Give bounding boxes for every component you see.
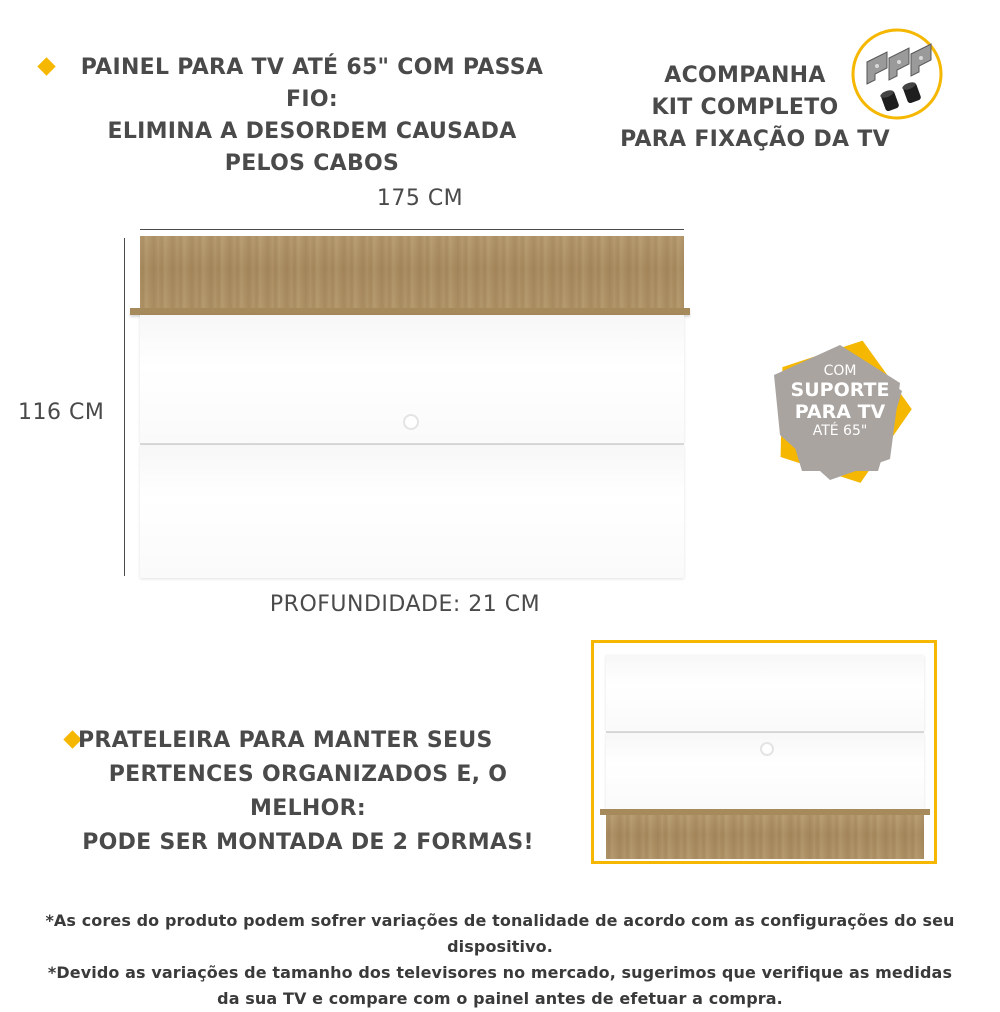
top-feature-line-1: PAINEL PARA TV ATÉ 65" COM PASSA FIO: xyxy=(80,55,544,112)
panel-white-lower xyxy=(140,445,684,578)
shelf-feature-heading xyxy=(48,724,568,860)
depth-dimension-label: PROFUNDIDADE: 21 CM xyxy=(269,592,541,617)
panel-wood-top xyxy=(140,236,684,308)
tv-support-badge xyxy=(760,335,920,485)
shelf-feature-line-1: PRATELEIRA PARA MANTER SEUS xyxy=(78,728,493,753)
width-dimension-line xyxy=(140,229,684,230)
top-feature-line-3: PELOS CABOS xyxy=(224,151,400,176)
top-feature-line-2: ELIMINA A DESORDEM CAUSADA xyxy=(107,119,517,144)
badge-line-4: ATÉ 65" xyxy=(812,423,868,439)
bullet-diamond-icon xyxy=(37,57,55,75)
panel-shelf xyxy=(130,308,690,315)
mounting-kit-icon xyxy=(845,28,955,128)
alt-panel-white-upper xyxy=(606,655,924,731)
footnotes xyxy=(20,908,980,1012)
shelf-feature-line-3: PODE SER MONTADA DE 2 FORMAS! xyxy=(82,830,534,855)
cable-hole-icon xyxy=(403,414,419,430)
top-feature-heading xyxy=(62,52,562,180)
badge-line-3: PARA TV xyxy=(794,401,886,423)
kit-feature-line-3: PARA FIXAÇÃO DA TV xyxy=(620,127,890,152)
alt-panel-wood-bottom xyxy=(606,815,924,859)
kit-feature-line-2: KIT COMPLETO xyxy=(651,95,839,120)
height-dimension-label: 116 CM xyxy=(18,400,105,425)
shelf-feature-line-2: PERTENCES ORGANIZADOS E, O MELHOR: xyxy=(108,762,508,821)
width-dimension-label: 175 CM xyxy=(376,186,464,211)
badge-line-2: SUPORTE xyxy=(790,379,890,401)
footnote-line-1: *As cores do produto podem sofrer variações de tonalidade de acordo com as configurações do seu dispositivo. xyxy=(45,911,955,956)
footnote-line-2: *Devido as variações de tamanho dos televisores no mercado, sugerimos que verifique as medidas xyxy=(47,963,953,982)
alternate-mount-frame xyxy=(591,640,937,864)
kit-feature-line-1: ACOMPANHA xyxy=(664,63,826,88)
alt-cable-hole-icon xyxy=(760,742,774,756)
height-dimension-line xyxy=(124,238,125,576)
tv-panel-illustration xyxy=(130,236,690,578)
badge-line-1: COM xyxy=(823,363,857,379)
footnote-line-3: da sua TV e compare com o painel antes de efetuar a compra. xyxy=(217,989,783,1008)
